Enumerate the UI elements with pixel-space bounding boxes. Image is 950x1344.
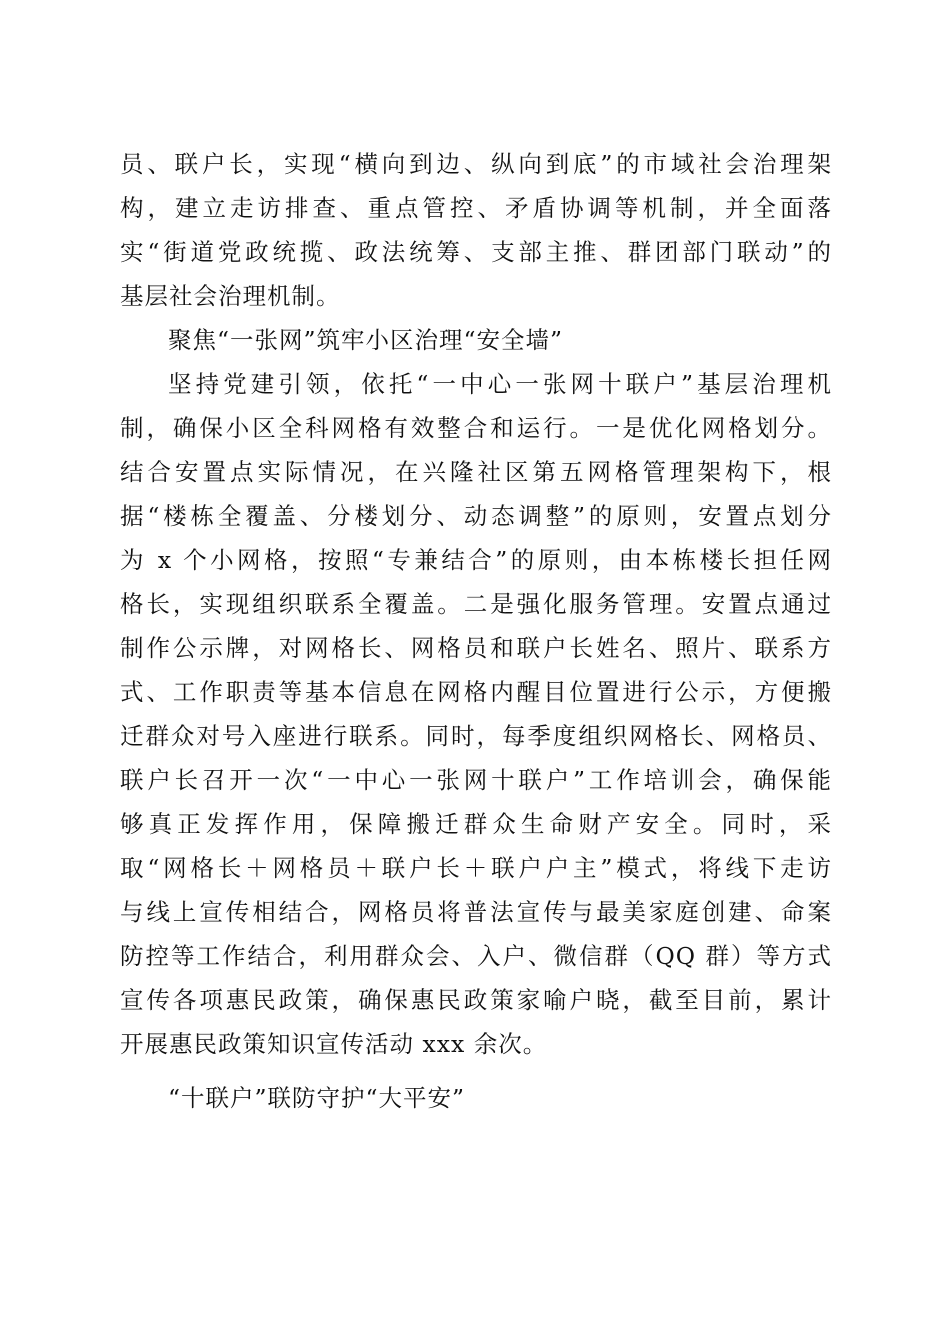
- paragraph-line: 够真正发挥作用，保障搬迁群众生命财产安全。同时，采: [120, 810, 832, 838]
- paragraph-line: 式、工作职责等基本信息在网格内醒目位置进行公示，方便搬: [120, 678, 832, 706]
- paragraph-line: 取“网格长＋网格员＋联户长＋联户户主”模式，将线下走访: [120, 854, 832, 882]
- paragraph-line: 为 x 个小网格，按照“专兼结合”的原则，由本栋楼长担任网: [120, 546, 832, 574]
- paragraph-1: [120, 142, 832, 318]
- heading-text: 聚焦“一张网”筑牢小区治理“安全墙”: [168, 326, 564, 354]
- paragraph-line: 迁群众对号入座进行联系。同时，每季度组织网格长、网格员、: [120, 722, 832, 750]
- section-heading-1: [120, 318, 832, 362]
- paragraph-line: 联户长召开一次“一中心一张网十联户”工作培训会，确保能: [120, 766, 832, 794]
- paragraph-line: 宣传各项惠民政策，确保惠民政策家喻户晓，截至目前，累计: [120, 986, 832, 1014]
- paragraph-line: 格长，实现组织联系全覆盖。二是强化服务管理。安置点通过: [120, 590, 832, 618]
- paragraph-line: 据“楼栋全覆盖、分楼划分、动态调整”的原则，安置点划分: [120, 502, 832, 530]
- paragraph-line: 结合安置点实际情况，在兴隆社区第五网格管理架构下，根: [120, 458, 832, 486]
- paragraph-2: [120, 362, 832, 1066]
- paragraph-line: 制作公示牌，对网格长、网格员和联户长姓名、照片、联系方: [120, 634, 832, 662]
- paragraph-line: 实“街道党政统揽、政法统筹、支部主推、群团部门联动”的: [120, 238, 832, 266]
- heading-text: “十联户”联防守护“大平安”: [168, 1084, 466, 1112]
- paragraph-line: 制，确保小区全科网格有效整合和运行。一是优化网格划分。: [120, 414, 832, 442]
- paragraph-line: 开展惠民政策知识宣传活动 xxx 余次。: [120, 1030, 548, 1058]
- paragraph-line: 构，建立走访排查、重点管控、矛盾协调等机制，并全面落: [120, 194, 832, 222]
- paragraph-line: 防控等工作结合，利用群众会、入户、微信群（QQ 群）等方式: [120, 942, 832, 970]
- paragraph-line: 员、联户长，实现“横向到边、纵向到底”的市域社会治理架: [120, 150, 832, 178]
- paragraph-line: 基层社会治理机制。: [120, 282, 341, 310]
- paragraph-line: 与线上宣传相结合，网格员将普法宣传与最美家庭创建、命案: [120, 898, 832, 926]
- paragraph-line: 坚持党建引领，依托“一中心一张网十联户”基层治理机: [168, 370, 832, 398]
- section-heading-2: [120, 1076, 832, 1120]
